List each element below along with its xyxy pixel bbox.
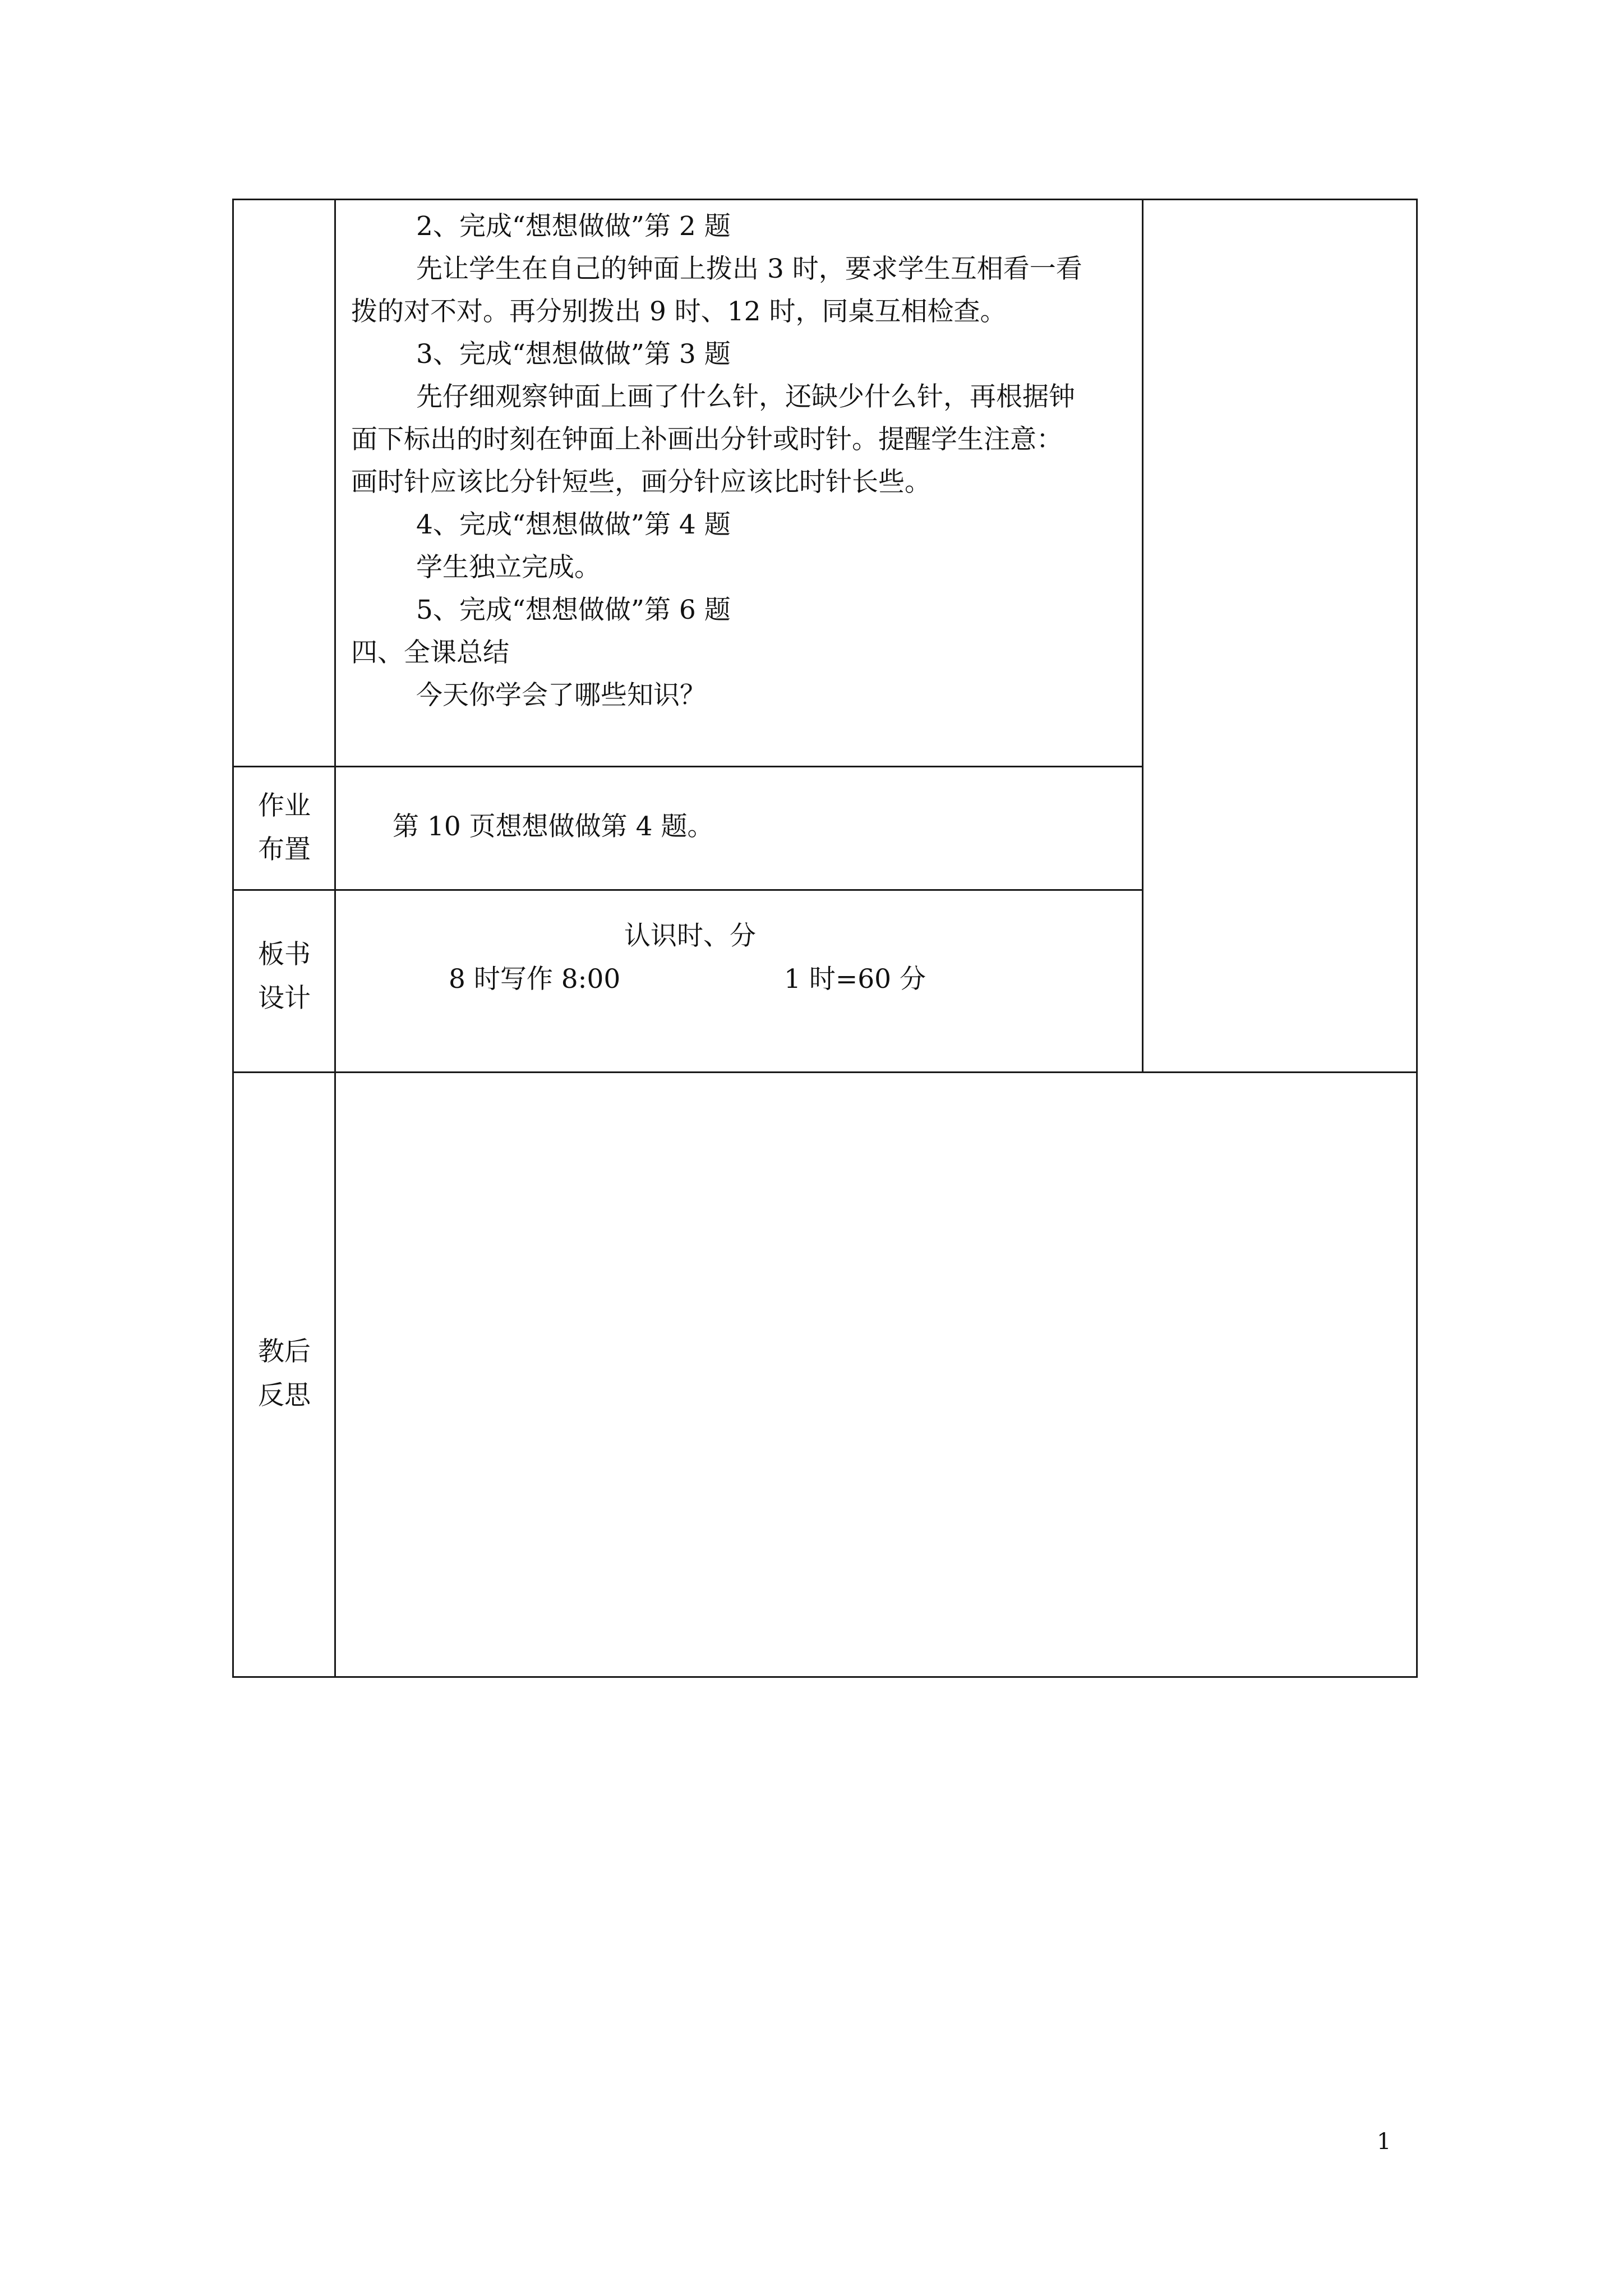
table-border-top bbox=[232, 199, 1418, 200]
notes-column-divider bbox=[1142, 199, 1144, 1073]
table-border-bottom bbox=[232, 1676, 1418, 1678]
section-heading: 四、全课总结 bbox=[351, 637, 509, 668]
procedure-line: 5、完成“想想做做”第 6 题 bbox=[416, 595, 731, 625]
procedure-line: 学生独立完成。 bbox=[416, 552, 601, 583]
procedure-line: 面下标出的时刻在钟面上补画出分针或时针。提醒学生注意： bbox=[351, 424, 1063, 455]
reflection-label: 教后 反思 bbox=[258, 1336, 311, 1411]
page-number: 1 bbox=[1377, 2129, 1391, 2155]
procedure-line: 今天你学会了哪些知识？ bbox=[416, 680, 706, 711]
procedure-line: 画时针应该比分针短些，画分针应该比时针长些。 bbox=[351, 467, 931, 498]
row-divider-board bbox=[232, 889, 1143, 891]
homework-content: 第 10 页想想做做第 4 题。 bbox=[393, 811, 714, 842]
procedure-line: 拨的对不对。再分别拨出 9 时、12 时，同桌互相检查。 bbox=[351, 296, 1007, 327]
homework-label: 作业 布置 bbox=[258, 790, 311, 865]
table-border-right bbox=[1416, 199, 1418, 1678]
board-left-note: 8 时写作 8:00 bbox=[449, 964, 621, 995]
procedure-line: 先让学生在自己的钟面上拨出 3 时，要求学生互相看一看 bbox=[416, 254, 1082, 284]
board-design-label: 板书 设计 bbox=[258, 939, 311, 1014]
procedure-line: 先仔细观察钟面上画了什么针，还缺少什么针，再根据钟 bbox=[416, 381, 1075, 412]
procedure-line: 3、完成“想想做做”第 3 题 bbox=[416, 339, 731, 370]
row-divider-reflection bbox=[232, 1071, 1418, 1073]
procedure-line: 2、完成“想想做做”第 2 题 bbox=[416, 211, 731, 242]
row-divider-homework bbox=[232, 766, 1143, 767]
procedure-line: 4、完成“想想做做”第 4 题 bbox=[416, 509, 731, 540]
board-right-note: 1 时=60 分 bbox=[784, 964, 926, 995]
board-title: 认识时、分 bbox=[624, 921, 756, 951]
